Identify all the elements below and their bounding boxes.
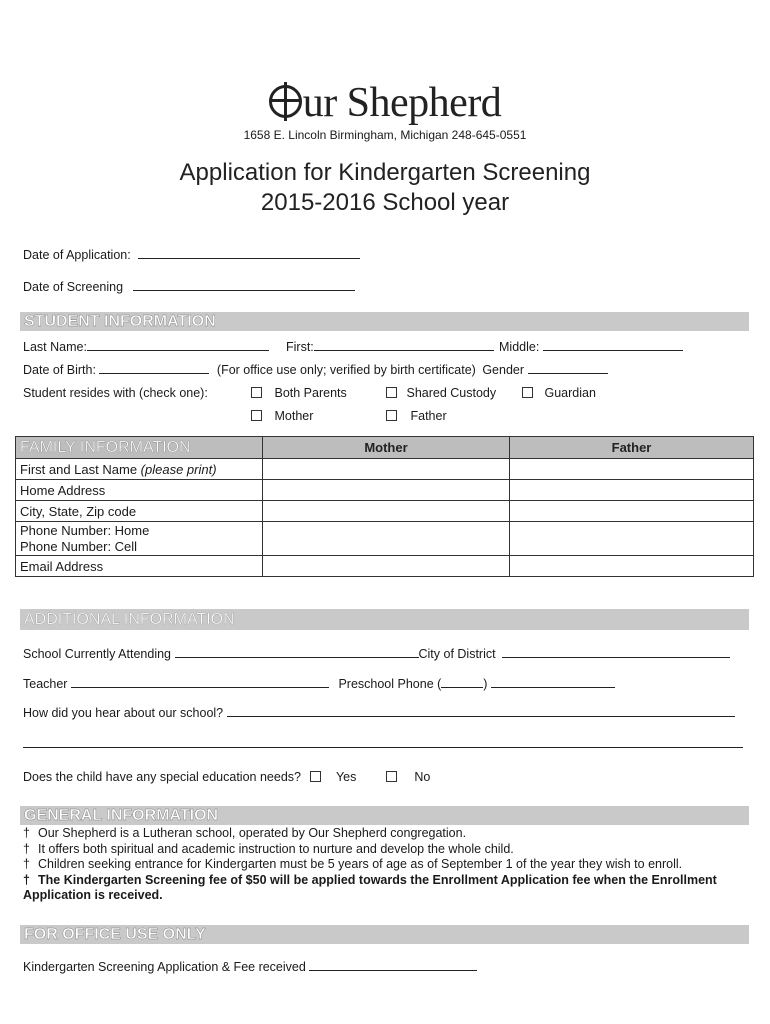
dagger-icon: † xyxy=(23,857,30,871)
date-of-screening-field[interactable] xyxy=(133,290,355,291)
school-attending-field[interactable] xyxy=(175,657,419,658)
father-label: Father xyxy=(410,409,447,423)
table-row xyxy=(16,480,754,501)
additional-information-header: ADDITIONAL INFORMATION xyxy=(20,609,749,630)
office-use-note: (For office use only; verified by birth certificate) xyxy=(216,363,476,377)
both-parents-label: Both Parents xyxy=(274,386,347,400)
dagger-icon: † xyxy=(23,872,30,887)
father-checkbox[interactable] xyxy=(386,410,397,421)
logo xyxy=(0,80,770,126)
preschool-area-code-field[interactable] xyxy=(441,687,483,688)
resides-label: Student resides with (check one): xyxy=(23,386,208,400)
list-item: † Children seeking entrance for Kindergarten must be 5 years of age as of September 1 of the year they wish to enroll. xyxy=(23,857,683,871)
dob-row xyxy=(23,363,608,377)
logo-text: ur Shepherd xyxy=(302,80,502,126)
option-mother[interactable] xyxy=(251,409,313,423)
guardian-checkbox[interactable] xyxy=(522,387,533,398)
school-attending-label: School Currently Attending xyxy=(23,647,172,661)
phone-cell-label: Phone Number: Cell xyxy=(20,538,138,554)
guardian-label: Guardian xyxy=(544,386,596,400)
list-item: † Our Shepherd is a Lutheran school, operated by Our Shepherd congregation. xyxy=(23,826,467,840)
fee-received-row xyxy=(23,960,477,974)
shared-custody-label: Shared Custody xyxy=(406,386,497,400)
table-row xyxy=(16,459,754,480)
row-label-email: Email Address xyxy=(16,556,263,577)
general-information-header: GENERAL INFORMATION xyxy=(20,806,749,825)
dob-field[interactable] xyxy=(99,373,209,374)
option-guardian[interactable] xyxy=(522,386,596,400)
date-of-application-row xyxy=(23,248,360,262)
row-label-name: First and Last Name (please print) xyxy=(16,459,263,480)
phone-home-label: Phone Number: Home xyxy=(20,522,150,538)
teacher-label: Teacher xyxy=(23,677,68,691)
fee-received-label: Kindergarten Screening Application & Fee received xyxy=(23,960,306,974)
mother-city-cell[interactable] xyxy=(263,501,510,522)
middle-name-row xyxy=(499,340,683,354)
general-information-list xyxy=(23,826,751,904)
form-title xyxy=(0,158,770,218)
school-address: 1658 E. Lincoln Birmingham, Michigan 248-645-0551 xyxy=(243,128,527,142)
family-information-header: FAMILY INFORMATION xyxy=(16,437,263,459)
city-of-district-label: City of District xyxy=(418,647,496,661)
hear-about-label: How did you hear about our school? xyxy=(23,706,224,720)
mother-address-cell[interactable] xyxy=(263,480,510,501)
table-row xyxy=(16,522,754,556)
hear-about-field-line2[interactable] xyxy=(23,747,743,748)
mother-name-cell[interactable] xyxy=(263,459,510,480)
first-name-row xyxy=(286,340,494,354)
form-title-line2: 2015-2016 School year xyxy=(260,189,510,216)
row-label-address: Home Address xyxy=(16,480,263,501)
special-ed-label: Does the child have any special education needs? xyxy=(23,770,301,784)
table-row xyxy=(16,501,754,522)
special-ed-row xyxy=(23,770,430,784)
both-parents-checkbox[interactable] xyxy=(251,387,262,398)
date-of-application-label: Date of Application: xyxy=(23,248,131,262)
list-item: † It offers both spiritual and academic instruction to nurture and develop the whole child. xyxy=(23,841,514,856)
hear-about-field[interactable] xyxy=(227,716,735,717)
father-email-cell[interactable] xyxy=(510,556,754,577)
option-father[interactable] xyxy=(386,409,447,423)
row-label-city: City, State, Zip code xyxy=(16,501,263,522)
family-information-table xyxy=(15,436,754,577)
middle-name-field[interactable] xyxy=(543,350,683,351)
first-name-field[interactable] xyxy=(314,350,494,351)
column-mother: Mother xyxy=(263,437,510,459)
mother-phone-cell[interactable] xyxy=(263,522,510,556)
mother-label: Mother xyxy=(274,409,314,423)
first-name-label: First: xyxy=(286,340,314,354)
table-row xyxy=(16,556,754,577)
date-of-screening-row xyxy=(23,280,355,294)
father-city-cell[interactable] xyxy=(510,501,754,522)
row-label-phone xyxy=(16,522,263,556)
preschool-phone-field[interactable] xyxy=(491,687,615,688)
special-ed-no-label: No xyxy=(414,770,431,784)
special-ed-yes-checkbox[interactable] xyxy=(310,771,321,782)
father-name-cell[interactable] xyxy=(510,459,754,480)
mother-checkbox[interactable] xyxy=(251,410,262,421)
date-of-application-field[interactable] xyxy=(138,258,360,259)
teacher-row xyxy=(23,677,615,691)
cross-o-logo-icon xyxy=(269,85,302,118)
middle-name-label: Middle: xyxy=(499,340,540,354)
student-information-header: STUDENT INFORMATION xyxy=(20,312,749,331)
hear-row xyxy=(23,706,735,720)
preschool-phone-label: Preschool Phone ( xyxy=(338,677,442,691)
last-name-field[interactable] xyxy=(87,350,269,351)
last-name-row xyxy=(23,340,269,354)
city-of-district-field[interactable] xyxy=(502,657,730,658)
dagger-icon: † xyxy=(23,841,30,856)
school-row xyxy=(23,647,730,661)
preschool-phone-close: ) xyxy=(483,677,488,691)
option-shared-custody[interactable] xyxy=(386,386,496,400)
teacher-field[interactable] xyxy=(71,687,329,688)
fee-received-field[interactable] xyxy=(309,970,477,971)
column-father: Father xyxy=(510,437,754,459)
option-both-parents[interactable] xyxy=(251,386,347,400)
father-phone-cell[interactable] xyxy=(510,522,754,556)
form-title-line1: Application for Kindergarten Screening xyxy=(179,159,591,186)
shared-custody-checkbox[interactable] xyxy=(386,387,397,398)
list-item-fee-note: † The Kindergarten Screening fee of $50 will be applied towards the Enrollment Application fee when the Enrollment Application is received. xyxy=(23,872,717,902)
special-ed-yes-label: Yes xyxy=(335,770,357,784)
office-use-header: FOR OFFICE USE ONLY xyxy=(20,925,749,944)
gender-label: Gender xyxy=(482,363,525,377)
dob-label: Date of Birth: xyxy=(23,363,96,377)
mother-email-cell[interactable] xyxy=(263,556,510,577)
father-address-cell[interactable] xyxy=(510,480,754,501)
date-of-screening-label: Date of Screening xyxy=(23,280,124,294)
dagger-icon: † xyxy=(23,826,30,840)
gender-field[interactable] xyxy=(528,373,608,374)
last-name-label: Last Name: xyxy=(23,340,87,354)
special-ed-no-checkbox[interactable] xyxy=(386,771,397,782)
